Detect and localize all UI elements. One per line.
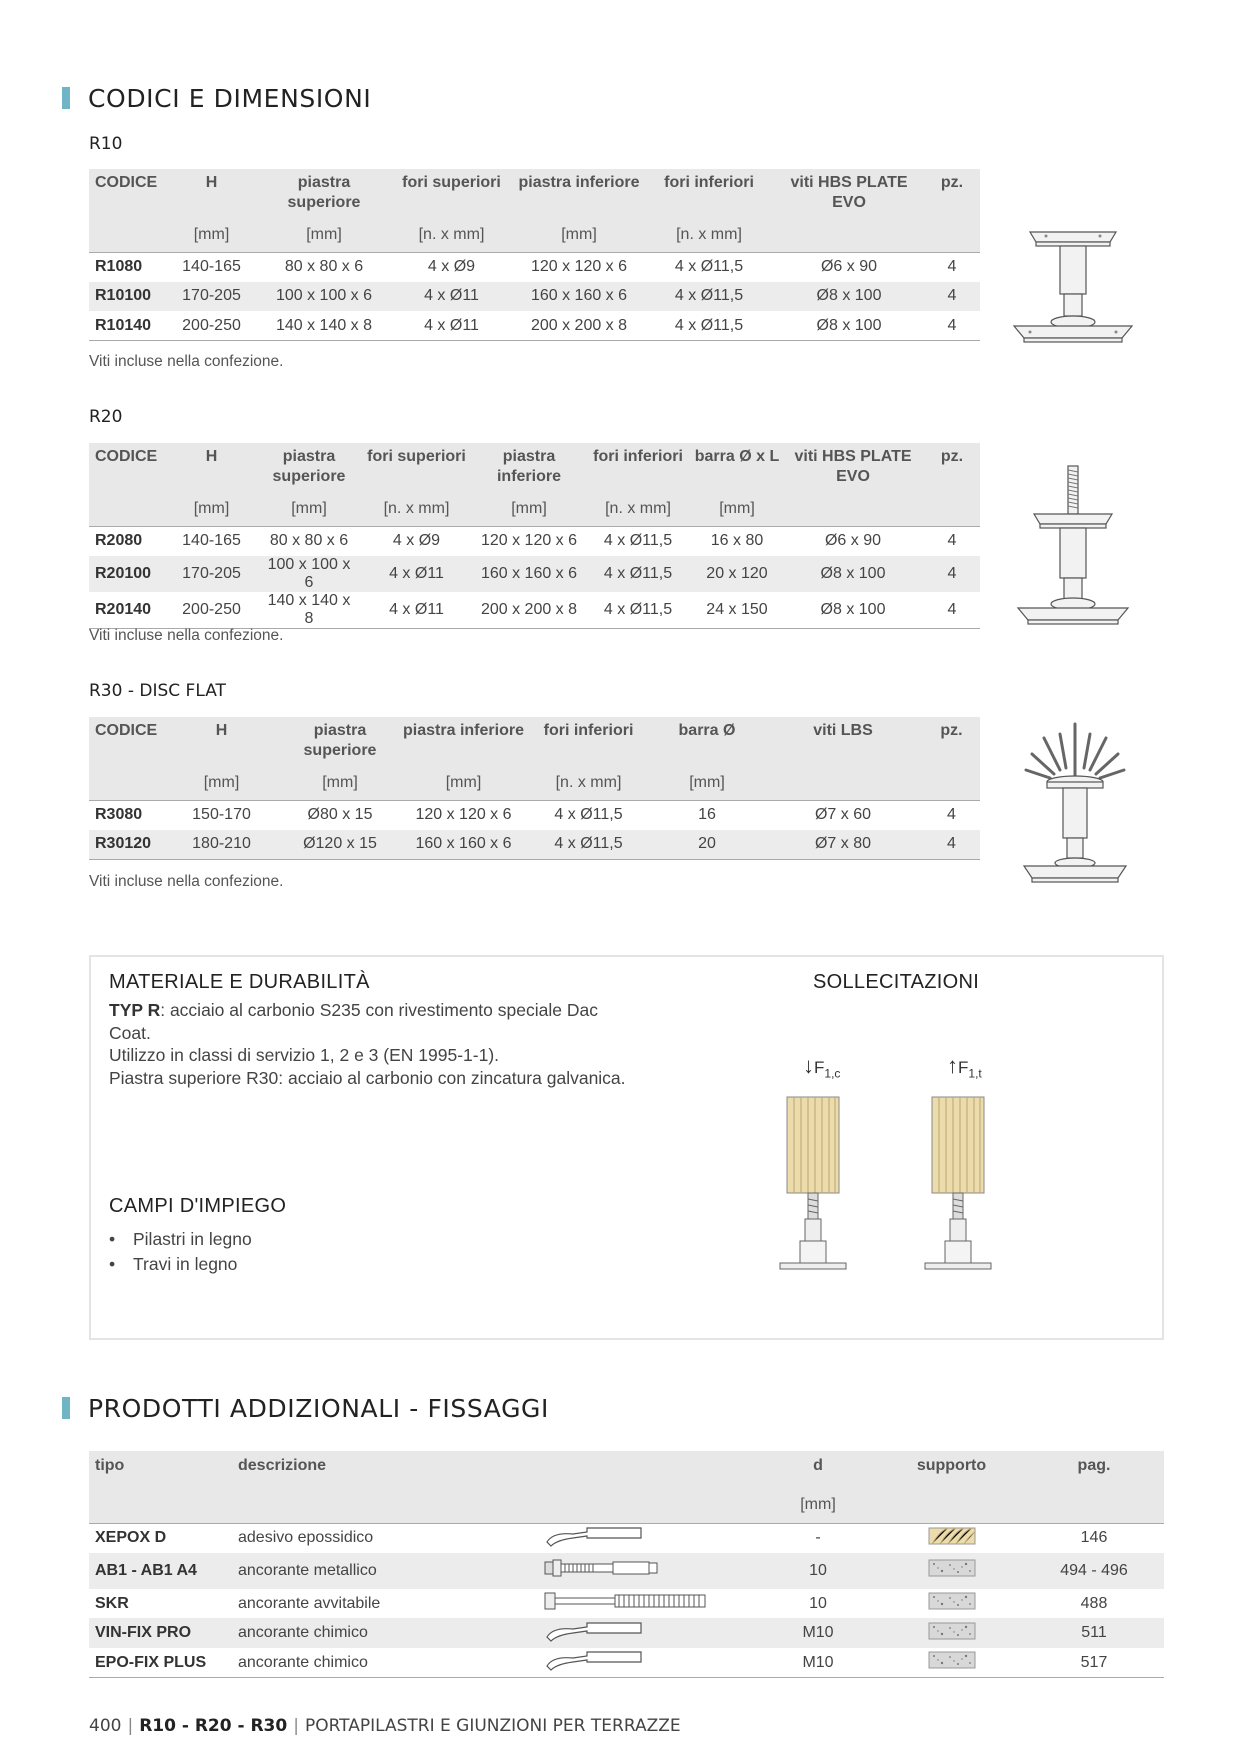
col-tipo: tipo xyxy=(95,1457,125,1474)
unit xyxy=(774,225,924,252)
chemical-cartridge-icon xyxy=(537,1618,757,1648)
section-title-additional: PRODOTTI ADDIZIONALI - FISSAGGI xyxy=(62,1394,549,1423)
page-footer xyxy=(89,1716,681,1736)
cell: 160 x 160 x 6 xyxy=(530,287,628,305)
table-additional xyxy=(89,1451,1164,1678)
cell: 80 x 80 x 6 xyxy=(269,532,349,549)
r10-product-icon xyxy=(1010,222,1138,346)
unit xyxy=(232,1487,537,1523)
separator: | xyxy=(293,1716,299,1736)
cell: Ø6 x 90 xyxy=(824,532,882,549)
col-fori-superiori: fori superiori xyxy=(402,174,501,191)
col-piastra-superiore: piastra superiore xyxy=(272,448,346,485)
material-title: MATERIALE E DURABILITÀ xyxy=(109,971,370,993)
expansion-anchor-icon xyxy=(537,1553,757,1589)
unit xyxy=(1024,1487,1164,1523)
unit xyxy=(89,225,164,252)
unit: [mm] xyxy=(291,500,327,518)
unit xyxy=(924,499,980,526)
unit: [mm] xyxy=(193,226,230,244)
uses-title: CAMPI D'IMPIEGO xyxy=(109,1195,287,1217)
table-row xyxy=(89,252,980,282)
cell: 4 x Ø11,5 xyxy=(554,835,623,852)
unit: [mm] xyxy=(445,774,482,792)
col-pz: pz. xyxy=(940,448,964,465)
unit xyxy=(924,225,980,252)
list-item: • Travi in legno xyxy=(109,1252,252,1277)
cell: 20 xyxy=(698,835,716,852)
cell: 4 x Ø11,5 xyxy=(603,564,673,582)
accent-bar xyxy=(62,87,70,109)
cell: 120 x 120 x 6 xyxy=(415,806,512,823)
table-r20 xyxy=(89,443,980,629)
cell: 4 xyxy=(947,258,957,275)
concrete-support-icon xyxy=(879,1618,1024,1648)
unit xyxy=(89,773,164,800)
cell: 20 x 120 xyxy=(706,564,768,582)
col-image xyxy=(537,1451,757,1487)
cell-descrizione: ancorante metallico xyxy=(238,1561,377,1579)
cell: 24 x 150 xyxy=(706,600,768,618)
arrow-up-icon: ↑ xyxy=(947,1053,958,1078)
unit xyxy=(537,1487,757,1523)
epoxy-cartridge-icon xyxy=(537,1523,757,1553)
table-header xyxy=(89,717,980,773)
cell-descrizione: ancorante chimico xyxy=(238,1624,368,1642)
unit xyxy=(89,1487,232,1523)
unit: [mm] xyxy=(322,774,358,792)
unit: [n. x mm] xyxy=(555,774,622,792)
cell: 100 x 100 x 6 xyxy=(275,287,373,305)
compression-diagram-icon xyxy=(772,1095,862,1285)
cell-descrizione: ancorante avvitabile xyxy=(238,1594,381,1612)
force-subscript: 1,c xyxy=(824,1066,841,1081)
col-viti: viti HBS PLATE EVO xyxy=(790,174,908,211)
table-row xyxy=(89,1618,1164,1648)
col-piastra-inferiore: piastra inferiore xyxy=(403,722,524,739)
tension-diagram-icon xyxy=(917,1095,1007,1285)
note-r30: Viti incluse nella confezione. xyxy=(89,873,284,890)
unit: [mm] xyxy=(689,774,725,792)
page-number: 400 xyxy=(89,1716,122,1736)
cell: 170-205 xyxy=(182,287,241,305)
cell: 4 x Ø11 xyxy=(389,600,444,618)
cell: Ø7 x 80 xyxy=(814,835,872,852)
r30-product-icon xyxy=(1020,720,1130,890)
concrete-support-icon xyxy=(879,1553,1024,1589)
cell: 16 x 80 xyxy=(710,532,764,549)
unit: [n. x mm] xyxy=(676,226,742,244)
cell: 120 x 120 x 6 xyxy=(480,532,578,549)
cell: 4 x Ø11,5 xyxy=(603,600,673,618)
col-pag: pag. xyxy=(1077,1457,1111,1474)
col-h: H xyxy=(205,448,218,465)
cell: 4 xyxy=(947,806,956,823)
cell: Ø6 x 90 xyxy=(820,258,878,275)
table-row xyxy=(89,1648,1164,1678)
cell-d: M10 xyxy=(802,1624,834,1642)
subtitle-r10: R10 xyxy=(89,134,123,154)
cell: 200 x 200 x 8 xyxy=(480,600,578,618)
col-fori-inferiori: fori inferiori xyxy=(664,174,754,191)
table-r10 xyxy=(89,169,980,341)
material-box xyxy=(89,955,1164,1340)
col-barra: barra Ø xyxy=(678,722,736,739)
cell: R10140 xyxy=(95,316,152,334)
cell-tipo: SKR xyxy=(95,1594,129,1612)
cell: 80 x 80 x 6 xyxy=(284,258,364,275)
cell: R10100 xyxy=(95,287,152,305)
col-d: d xyxy=(813,1457,823,1474)
cell: R3080 xyxy=(95,806,143,823)
table-header xyxy=(89,443,980,499)
table-r30 xyxy=(89,717,980,860)
unit xyxy=(782,499,924,526)
list-item: • Pilastri in legno xyxy=(109,1227,252,1252)
cell: 4 xyxy=(947,287,957,305)
table-row xyxy=(89,1523,1164,1553)
cell: 4 x Ø11,5 xyxy=(554,806,623,823)
cell-d: - xyxy=(815,1529,821,1547)
cell: 4 xyxy=(947,564,957,582)
col-viti: viti HBS PLATE EVO xyxy=(794,448,912,485)
cell-tipo: AB1 - AB1 A4 xyxy=(95,1561,197,1579)
col-supporto: supporto xyxy=(916,1457,987,1474)
table-row xyxy=(89,830,980,860)
cell: Ø7 x 60 xyxy=(814,806,872,823)
stress-title: SOLLECITAZIONI xyxy=(813,971,980,993)
unit: [n. x mm] xyxy=(418,226,485,244)
material-text xyxy=(109,999,629,1089)
cell: 4 x Ø11 xyxy=(424,316,479,334)
cell: 4 x Ø11 xyxy=(389,564,444,582)
cell: 4 xyxy=(947,316,957,334)
cell: 16 xyxy=(698,806,716,823)
typ-text: : acciaio al carbonio S235 con rivestimento speciale Dac Coat. xyxy=(109,1000,598,1043)
cell: 150-170 xyxy=(192,806,251,823)
col-piastra-inferiore: piastra inferiore xyxy=(496,448,561,485)
cell: Ø80 x 15 xyxy=(307,806,373,823)
cell: 140-165 xyxy=(182,532,241,549)
force-tension-label xyxy=(947,1053,982,1080)
cell-tipo: VIN-FIX PRO xyxy=(95,1624,192,1642)
section-title-codes: CODICI E DIMENSIONI xyxy=(62,84,371,113)
col-descrizione: descrizione xyxy=(238,1457,327,1474)
cell: Ø120 x 15 xyxy=(303,835,377,852)
col-barra: barra Ø x L xyxy=(694,448,780,465)
cell: 140-165 xyxy=(182,258,241,275)
cell: Ø8 x 100 xyxy=(816,316,882,334)
col-fori-superiori: fori superiori xyxy=(367,448,466,465)
col-pz: pz. xyxy=(940,174,964,191)
footer-title: PORTAPILASTRI E GIUNZIONI PER TERRAZZE xyxy=(304,1716,681,1736)
unit: [mm] xyxy=(561,226,597,244)
force-subscript: 1,t xyxy=(968,1066,982,1081)
col-pz: pz. xyxy=(940,722,963,739)
col-piastra-superiore: piastra superiore xyxy=(287,174,361,211)
cell: 200-250 xyxy=(182,316,241,334)
col-h: H xyxy=(205,174,218,191)
cell-pag: 517 xyxy=(1080,1653,1108,1671)
material-line2: Utilizzo in classi di servizio 1, 2 e 3 (EN 1995-1-1). xyxy=(109,1045,500,1065)
note-r10: Viti incluse nella confezione. xyxy=(89,353,284,370)
force-compression-label xyxy=(803,1053,840,1080)
material-typ-line xyxy=(109,999,629,1044)
table-row xyxy=(89,311,980,341)
unit: [n. x mm] xyxy=(605,500,671,518)
table-row xyxy=(89,1589,1164,1619)
separator: | xyxy=(127,1716,134,1736)
cell: 100 x 100 x 6 xyxy=(267,555,351,591)
col-fori-inferiori: fori inferiori xyxy=(593,448,683,465)
cell: R1080 xyxy=(95,258,143,275)
cell-d: 10 xyxy=(809,1561,827,1579)
cell-pag: 488 xyxy=(1080,1594,1108,1612)
cell: 4 x Ø11,5 xyxy=(603,532,673,549)
cell-descrizione: ancorante chimico xyxy=(238,1653,368,1671)
unit: [mm] xyxy=(800,1495,836,1513)
cell: 140 x 140 x 8 xyxy=(267,591,351,627)
unit: [mm] xyxy=(306,226,342,244)
material-line3: Piastra superiore R30: acciaio al carbonio con zincatura galvanica. xyxy=(109,1067,626,1088)
force-symbol: F xyxy=(958,1058,969,1077)
cell-tipo: EPO-FIX PLUS xyxy=(95,1653,207,1671)
cell: 4 x Ø11,5 xyxy=(674,258,744,275)
screw-anchor-icon xyxy=(537,1589,757,1619)
cell: 160 x 160 x 6 xyxy=(415,835,512,852)
col-codice: CODICE xyxy=(95,448,158,465)
cell: 4 xyxy=(947,835,956,852)
table-row xyxy=(89,592,980,629)
cell: Ø8 x 100 xyxy=(820,600,886,618)
table-header xyxy=(89,1451,1164,1487)
typ-label: TYP R xyxy=(109,1000,161,1020)
col-codice: CODICE xyxy=(95,722,158,739)
unit xyxy=(89,499,164,526)
col-piastra-superiore: piastra superiore xyxy=(303,722,377,759)
force-symbol: F xyxy=(814,1058,825,1077)
cell: 120 x 120 x 6 xyxy=(530,258,628,275)
cell: 4 xyxy=(947,532,957,549)
cell-descrizione: adesivo epossidico xyxy=(238,1529,374,1547)
r20-product-icon xyxy=(1010,462,1138,627)
accent-bar xyxy=(62,1397,70,1419)
concrete-support-icon xyxy=(879,1589,1024,1619)
footer-products: R10 - R20 - R30 xyxy=(139,1716,288,1736)
cell: 4 x Ø11,5 xyxy=(674,316,744,334)
cell-tipo: XEPOX D xyxy=(95,1529,167,1547)
uses-list xyxy=(109,1227,252,1277)
table-row xyxy=(89,800,980,830)
table-row xyxy=(89,526,980,556)
concrete-support-icon xyxy=(879,1648,1024,1678)
cell: R30120 xyxy=(95,835,152,852)
table-units xyxy=(89,773,980,800)
unit: [mm] xyxy=(511,500,547,518)
cell: 4 x Ø11 xyxy=(424,287,479,305)
cell-d: M10 xyxy=(802,1653,834,1671)
unit: [mm] xyxy=(193,500,230,518)
cell: 4 x Ø9 xyxy=(392,532,441,549)
table-units xyxy=(89,499,980,526)
table-row xyxy=(89,556,980,592)
cell-d: 10 xyxy=(809,1594,827,1612)
col-codice: CODICE xyxy=(95,174,158,191)
col-h: H xyxy=(215,722,228,739)
cell: Ø8 x 100 xyxy=(820,564,886,582)
chemical-cartridge-icon xyxy=(537,1648,757,1678)
cell-pag: 494 - 496 xyxy=(1060,1561,1128,1579)
cell: 4 x Ø11,5 xyxy=(674,287,744,305)
subtitle-r20: R20 xyxy=(89,407,123,427)
cell: 140 x 140 x 8 xyxy=(275,316,373,334)
cell: R2080 xyxy=(95,532,143,549)
col-viti: viti LBS xyxy=(813,722,873,739)
unit xyxy=(879,1487,1024,1523)
table-row xyxy=(89,1553,1164,1589)
unit: [mm] xyxy=(203,774,240,792)
cell: 200-250 xyxy=(182,600,241,618)
cell: 200 x 200 x 8 xyxy=(530,316,628,334)
table-header xyxy=(89,169,980,225)
unit xyxy=(763,773,923,800)
cell: 4 x Ø9 xyxy=(427,258,476,275)
table-units xyxy=(89,225,980,252)
cell: 180-210 xyxy=(192,835,251,852)
cell: Ø8 x 100 xyxy=(816,287,882,305)
cell: 170-205 xyxy=(182,564,241,582)
cell: R20100 xyxy=(95,564,152,582)
cell: 160 x 160 x 6 xyxy=(480,564,578,582)
col-fori-inferiori: fori inferiori xyxy=(543,722,634,739)
cell-pag: 146 xyxy=(1080,1529,1108,1547)
unit: [mm] xyxy=(719,500,755,518)
subtitle-r30: R30 - DISC FLAT xyxy=(89,681,226,701)
unit xyxy=(923,773,980,800)
table-units xyxy=(89,1487,1164,1523)
unit: [n. x mm] xyxy=(383,500,450,518)
cell: R20140 xyxy=(95,600,152,618)
wood-support-icon xyxy=(879,1523,1024,1553)
cell-pag: 511 xyxy=(1081,1624,1107,1642)
arrow-down-icon: ↓ xyxy=(803,1053,814,1078)
table-row xyxy=(89,282,980,312)
col-piastra-inferiore: piastra inferiore xyxy=(518,174,640,191)
cell: 4 xyxy=(947,600,957,618)
note-r20: Viti incluse nella confezione. xyxy=(89,627,284,644)
